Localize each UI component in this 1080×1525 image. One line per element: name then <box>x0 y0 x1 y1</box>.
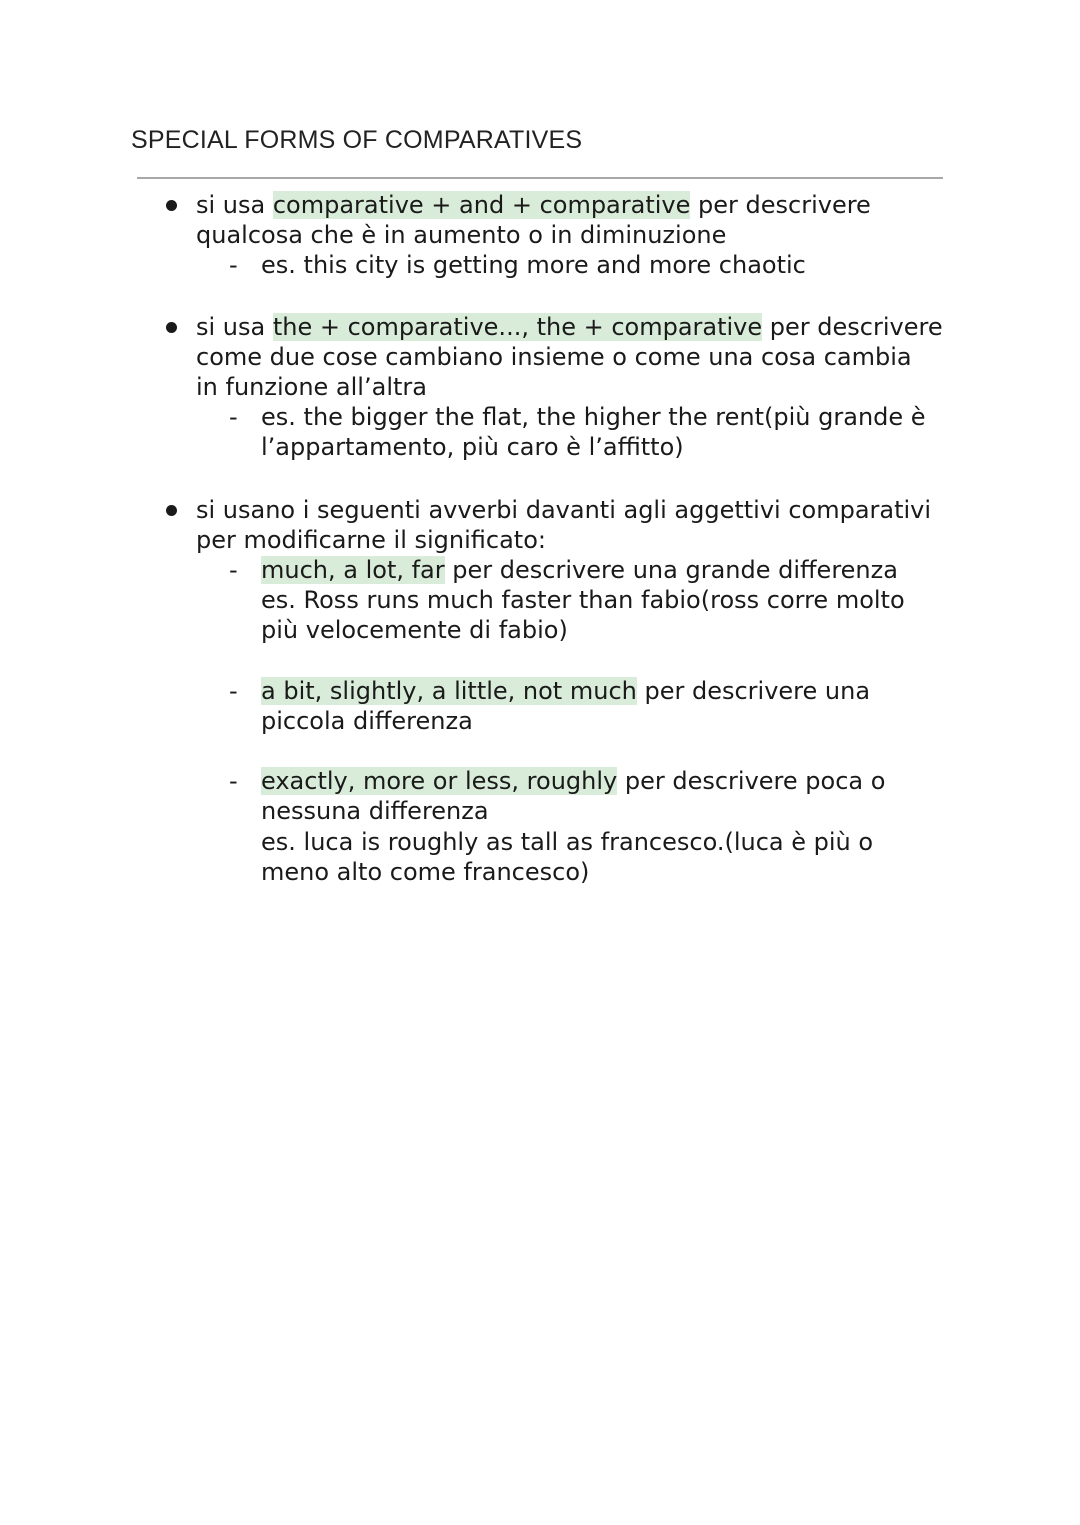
section1-post: per descrivere <box>690 191 871 219</box>
bullet-dot <box>166 505 177 516</box>
bullet-dot <box>166 200 177 211</box>
dash-marker: - <box>229 403 238 431</box>
section2-post: per descrivere <box>762 313 943 341</box>
section2-pre: si usa <box>196 313 273 341</box>
section1-line2: qualcosa che è in aumento o in diminuzione <box>196 221 727 249</box>
sub2-line1 <box>261 676 870 706</box>
sub3-highlight: exactly, more or less, roughly <box>261 767 618 795</box>
section1-pre: si usa <box>196 191 273 219</box>
bullet-dot <box>166 322 177 333</box>
section2-highlight: the + comparative..., the + comparative <box>272 313 763 341</box>
sub1-example2: più velocemente di fabio) <box>261 616 568 644</box>
dash-marker: - <box>229 767 238 795</box>
section2-line3: in funzione all’altra <box>196 373 427 401</box>
sub3-post: per descrivere poca o <box>617 767 886 795</box>
section3-line2: per modificarne il significato: <box>196 526 546 554</box>
section2-line2: come due cose cambiano insieme o come una cosa cambia <box>196 343 912 371</box>
section1-line1 <box>196 190 871 220</box>
sub1-line1 <box>261 555 898 585</box>
dash-marker: - <box>229 556 238 584</box>
dash-marker: - <box>229 251 238 279</box>
sub2-highlight: a bit, slightly, a little, not much <box>261 677 637 705</box>
section1-highlight: comparative + and + comparative <box>272 191 691 219</box>
sub1-post: per descrivere una grande differenza <box>444 556 898 584</box>
dash-marker: - <box>229 677 238 705</box>
sub1-example1: es. Ross runs much faster than fabio(ross corre molto <box>261 586 905 614</box>
section1-example: es. this city is getting more and more chaotic <box>261 251 806 279</box>
sub1-highlight: much, a lot, far <box>261 556 445 584</box>
sub2-post: per descrivere una <box>636 677 871 705</box>
sub3-line1 <box>261 766 885 796</box>
sub3-example2: meno alto come francesco) <box>261 858 590 886</box>
page-title: SPECIAL FORMS OF COMPARATIVES <box>131 126 583 154</box>
sub3-line2: nessuna differenza <box>261 797 489 825</box>
horizontal-divider <box>137 177 943 179</box>
sub2-line2: piccola differenza <box>261 707 473 735</box>
section2-line1 <box>196 312 943 342</box>
section3-line1: si usano i seguenti avverbi davanti agli aggettivi comparativi <box>196 496 932 524</box>
sub3-example1: es. luca is roughly as tall as francesco.(luca è più o <box>261 828 874 856</box>
section2-example2: l’appartamento, più caro è l’affitto) <box>261 433 684 461</box>
section2-example1: es. the bigger the flat, the higher the rent(più grande è <box>261 403 926 431</box>
